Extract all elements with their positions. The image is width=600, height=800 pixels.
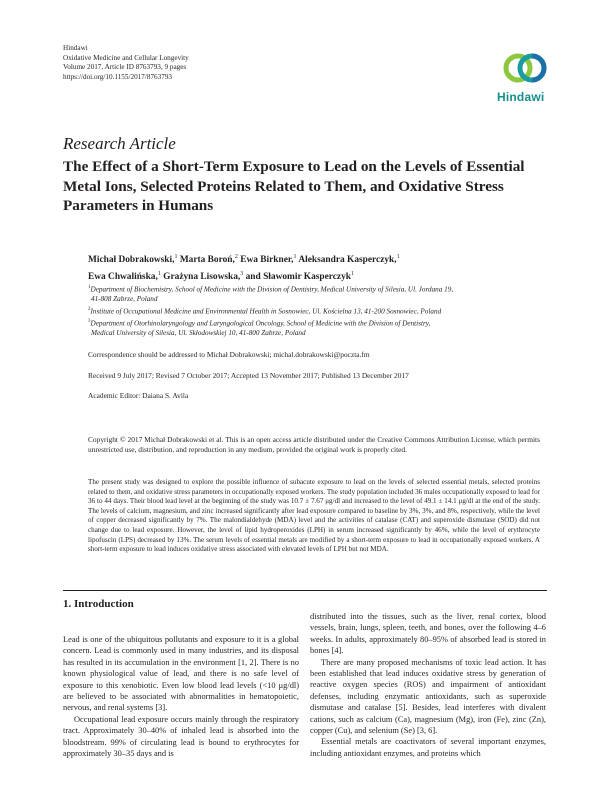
affiliation: $^2$Institute of Occupational Medicine and Environmental Health in Sosnowiec, Ul. Kościelna 13, 41-200 Sosnowiec, Poland — [88, 306, 442, 315]
author[interactable]: Ewa Chwalińska,$^1$ — [88, 270, 161, 282]
author-list — [88, 251, 538, 284]
affiliation: $^1$Department of Biochemistry, School of Medicine with the Division of Dentistry, Medical University of Silesia, Ul. Jordana 19, 41-808 Zabrze, Poland — [88, 285, 454, 303]
journal-name: Oxidative Medicine and Cellular Longevity — [63, 53, 189, 62]
journal-header — [63, 44, 189, 82]
section-heading: 1. Introduction — [63, 598, 134, 610]
divider — [63, 590, 547, 591]
publisher-name: Hindawi — [63, 44, 88, 52]
paragraph: Occupational lead exposure occurs mainly through the respiratory tract. Approximately 30–40% of inhaled lead is absorbed into the bloodstream. 99% of circulating lead is bound to erythrocytes for approximately 30–35 days and is — [63, 714, 299, 759]
abstract: The present study was designed to explore the possible influence of subacute exposure to lead on the levels of selected essential metals, selected proteins related to them, and oxidative stress parameters in occupationally exposed workers. The study population included 36 males occupationally exposed to lead for 36 to 44 days. Their blood lead level at the beginning of the study was 10.7 ± 7.67 μg/dl and increased to the level of 49.1 ± 14.1 μg/dl at the end of the study. The levels of calcium, magnesium, and zinc increased significantly after lead exposure compared to baseline by 3%, 3%, and 8%, respectively, while the level of copper decreased significantly by 7%. The malondialdehyde (MDA) level and the activities of catalase (CAT) and superoxide dismutase (SOD) did not change due to lead exposure. However, the level of lipid hydroperoxides (LPH) in serum increased significantly by 46%, while the level of erythrocyte lipofuscin (LPS) decreased by 13%. The serum levels of essential metals are modified by a short-term exposure to lead in occupationally exposed workers. A short-term exposure to lead induces oxidative stress associated with elevated levels of LPH but not MDA. — [88, 478, 540, 554]
volume-info: Volume 2017, Article ID 8763793, 9 pages — [63, 63, 187, 72]
doi-link[interactable]: https://doi.org/10.1155/2017/8763793 — [63, 72, 173, 81]
copyright-notice: Copyright © 2017 Michał Dobrakowski et al. This is an open access article distributed under the Creative Commons Attribution License, which permits unrestricted use, distribution, and reproduction in any medium, provided the original work is properly cited. — [88, 435, 540, 454]
author[interactable]: and Sławomir Kasperczyk$^1$ — [245, 270, 354, 282]
paragraph: distributed into the tissues, such as the liver, renal cortex, blood vessels, brain, lungs, spleen, teeth, and bones, over the following 4–6 weeks. In adults, approximately 80–95% of absorbed lead is stored in bones [4]. — [310, 612, 546, 656]
article-title: The Effect of a Short-Term Exposure to Lead on the Levels of Essential Metal Ions, Selected Proteins Related to Them, and Oxidative Stress Parameters in Humans — [63, 158, 525, 214]
article-type: Research Article — [63, 134, 176, 153]
academic-editor: Academic Editor: Daiana S. Avila — [88, 391, 189, 400]
affiliation: $^3$Department of Otorhinolaryngology and Laryngological Oncology, School of Medicine with the Division of Dentistry, Medical University of Silesia, Ul. Skłodowskiej 10, 41-800 Zabrze, Poland — [88, 318, 431, 337]
left-column — [63, 634, 299, 759]
paragraph: Lead is one of the ubiquitous pollutants and exposure to it is a global concern. Lead is commonly used in many industries, and its disposal has resulted in its accumulation in the environment [1, 2]. There is no known physiological value of lead, and there is no safe level of exposure to this xenobiotic. Even low blood lead levels (<10 μg/dl) are believed to be associated with abnormalities in hematopoietic, nervous, and renal systems [3]. — [63, 635, 299, 713]
author[interactable]: Michał Dobrakowski,$^1$ — [88, 254, 178, 266]
author[interactable]: Marta Boroń,$^2$ — [179, 254, 238, 266]
paragraph: There are many proposed mechanisms of toxic lead action. It has been established that lead induces oxidative stress by generation of reactive oxygen species (ROS) and impairment of antioxidant defenses, including enzymatic antioxidants, such as superoxide dismutase and catalase [5]. Besides, lead interferes with divalent cations, such as calcium (Ca), magnesium (Mg), iron (Fe), zinc (Zn), copper (Cu), and selenium (Se) [3, 6]. — [310, 657, 546, 736]
affiliation-list — [88, 283, 540, 338]
right-column — [310, 611, 546, 759]
correspondence: Correspondence should be addressed to Michał Dobrakowski; michal.dobrakowski@poczta.fm — [88, 350, 370, 359]
author[interactable]: Ewa Birkner,$^1$ — [240, 254, 297, 266]
author[interactable]: Grażyna Lisowska,$^3$ — [163, 270, 244, 282]
paragraph: Essential metals are coactivators of several important enzymes, including antioxidant enzymes, and proteins which — [310, 737, 546, 758]
author[interactable]: Aleksandra Kasperczyk,$^1$ — [298, 254, 400, 266]
publication-dates: Received 9 July 2017; Revised 7 October 2017; Accepted 13 November 2017; Published 13 December 2017 — [88, 371, 409, 380]
hindawi-logo-text: Hindawi — [497, 90, 545, 104]
